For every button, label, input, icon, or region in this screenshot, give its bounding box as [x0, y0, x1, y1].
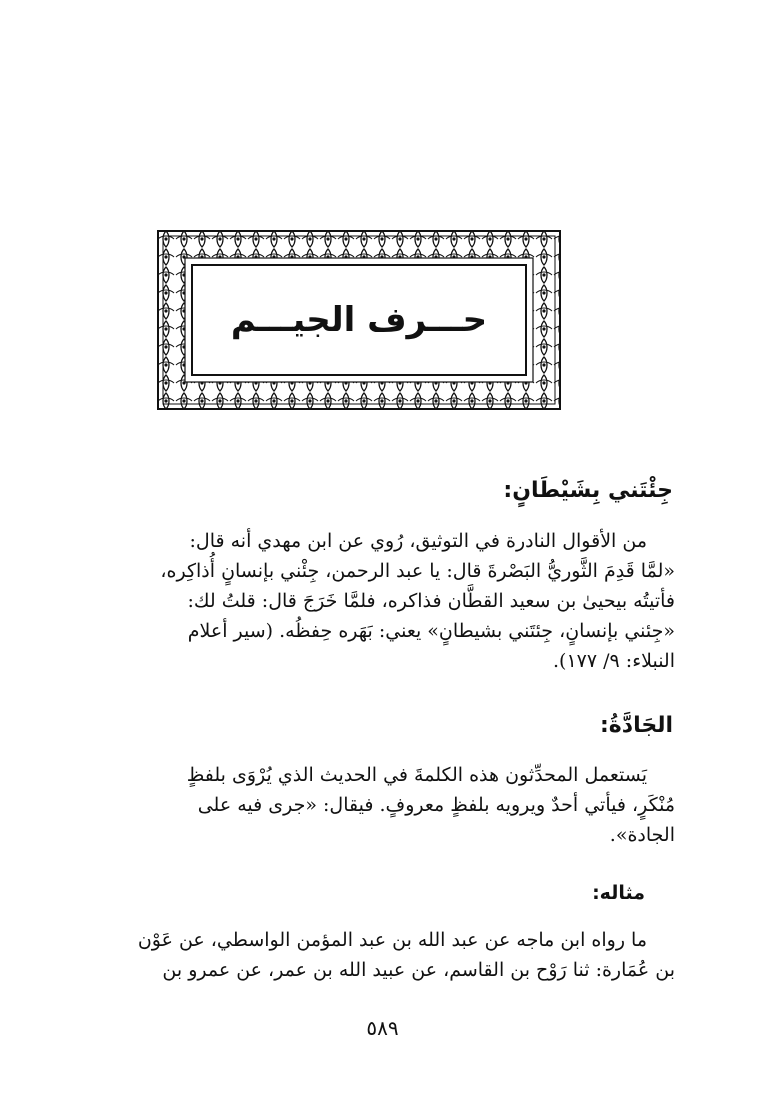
entry-paragraph — [92, 526, 675, 676]
text-line: «لمَّا قَدِمَ الثَّوريُّ البَصْرةَ قال: يا عبد الرحمن، جِئْني بإنسانٍ أُذاكِره، — [160, 560, 675, 582]
example-subheading: مثاله: — [592, 882, 645, 904]
chapter-title-box — [191, 264, 527, 376]
text-line: فأتيتُه بيحيىٰ بن سعيد القطَّان فذاكره، فلمَّا خَرَجَ قال: قلتُ لك: — [187, 590, 675, 612]
page-number: ٥٨٩ — [366, 1016, 399, 1040]
text-line: «جِئني بإنسانٍ، جِئتَني بشيطانٍ» يعني: بَهَره حِفظُه. (سير أعلام — [187, 620, 675, 642]
chapter-title-frame — [157, 230, 561, 410]
text-line: بن عُمَارة: ثنا رَوْح بن القاسم، عن عبيد الله بن عمر، عن عمرو بن — [162, 959, 675, 981]
chapter-title: حـــرف الجيـــم — [230, 300, 488, 340]
entry-heading: جِئْتَني بِشَيْطَانٍ: — [503, 478, 673, 503]
text-line: ما رواه ابن ماجه عن عبد الله بن عبد المؤمن الواسطي، عن عَوْن — [137, 929, 647, 951]
text-line: من الأقوال النادرة في التوثيق، رُوي عن ابن مهدي أنه قال: — [189, 530, 647, 552]
entry-heading: الجَادَّةُ: — [600, 713, 673, 738]
text-line: الجادة». — [609, 824, 675, 846]
example-paragraph — [92, 925, 675, 985]
text-line: النبلاء: ٩/ ١٧٧). — [553, 650, 675, 672]
text-line: مُنْكَرٍ، فيأتي أحدٌ ويرويه بلفظٍ معروفٍ. فيقال: «جرى فيه على — [197, 794, 675, 816]
entry-paragraph — [92, 760, 675, 850]
text-line: يَستعمل المحدِّثون هذه الكلمةَ في الحديث الذي يُرْوَى بلفظٍ — [186, 764, 647, 786]
